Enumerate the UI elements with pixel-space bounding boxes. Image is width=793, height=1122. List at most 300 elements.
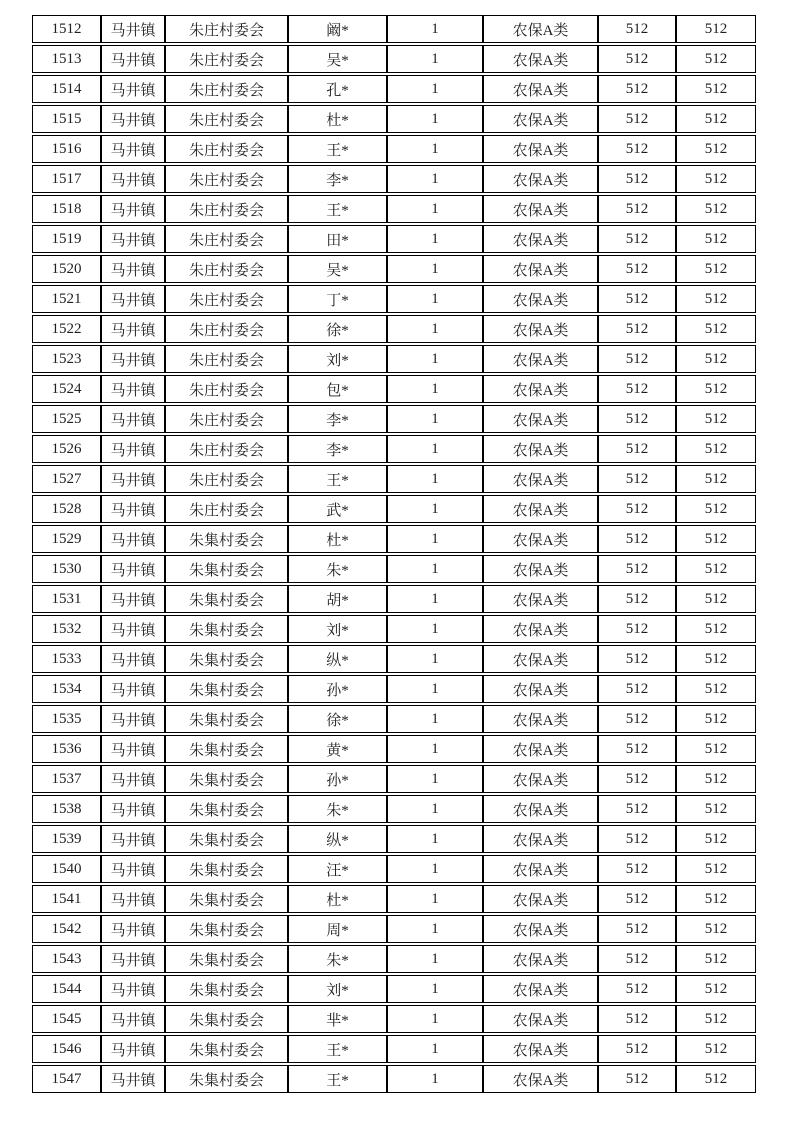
cell-serial-number: 1525 bbox=[32, 405, 101, 433]
cell-person-name: 王* bbox=[288, 1035, 387, 1063]
cell-insurance-category: 农保A类 bbox=[483, 405, 598, 433]
cell-serial-number: 1516 bbox=[32, 135, 101, 163]
cell-person-count: 1 bbox=[387, 645, 483, 673]
cell-village-committee: 朱集村委会 bbox=[165, 735, 288, 763]
cell-amount-2: 512 bbox=[676, 405, 756, 433]
cell-person-name: 丁* bbox=[288, 285, 387, 313]
cell-serial-number: 1529 bbox=[32, 525, 101, 553]
cell-amount-2: 512 bbox=[676, 285, 756, 313]
cell-serial-number: 1522 bbox=[32, 315, 101, 343]
table-row bbox=[32, 1035, 756, 1063]
cell-town: 马井镇 bbox=[101, 375, 165, 403]
cell-amount-1: 512 bbox=[598, 195, 676, 223]
cell-amount-1: 512 bbox=[598, 555, 676, 583]
cell-insurance-category: 农保A类 bbox=[483, 45, 598, 73]
cell-town: 马井镇 bbox=[101, 585, 165, 613]
table-row bbox=[32, 525, 756, 553]
cell-serial-number: 1512 bbox=[32, 15, 101, 43]
cell-person-name: 王* bbox=[288, 465, 387, 493]
cell-person-count: 1 bbox=[387, 615, 483, 643]
cell-town: 马井镇 bbox=[101, 165, 165, 193]
cell-person-name: 李* bbox=[288, 435, 387, 463]
cell-village-committee: 朱庄村委会 bbox=[165, 285, 288, 313]
cell-serial-number: 1547 bbox=[32, 1065, 101, 1093]
cell-amount-1: 512 bbox=[598, 735, 676, 763]
cell-serial-number: 1540 bbox=[32, 855, 101, 883]
cell-amount-1: 512 bbox=[598, 465, 676, 493]
cell-insurance-category: 农保A类 bbox=[483, 345, 598, 373]
cell-town: 马井镇 bbox=[101, 45, 165, 73]
cell-village-committee: 朱集村委会 bbox=[165, 795, 288, 823]
cell-person-count: 1 bbox=[387, 915, 483, 943]
cell-serial-number: 1526 bbox=[32, 435, 101, 463]
cell-town: 马井镇 bbox=[101, 15, 165, 43]
cell-amount-1: 512 bbox=[598, 885, 676, 913]
cell-amount-2: 512 bbox=[676, 975, 756, 1003]
cell-amount-1: 512 bbox=[598, 1065, 676, 1093]
cell-village-committee: 朱庄村委会 bbox=[165, 495, 288, 523]
cell-insurance-category: 农保A类 bbox=[483, 375, 598, 403]
cell-town: 马井镇 bbox=[101, 195, 165, 223]
cell-village-committee: 朱庄村委会 bbox=[165, 405, 288, 433]
cell-village-committee: 朱庄村委会 bbox=[165, 435, 288, 463]
cell-village-committee: 朱集村委会 bbox=[165, 765, 288, 793]
cell-person-count: 1 bbox=[387, 345, 483, 373]
cell-serial-number: 1534 bbox=[32, 675, 101, 703]
cell-person-name: 刘* bbox=[288, 345, 387, 373]
cell-person-name: 徐* bbox=[288, 315, 387, 343]
cell-insurance-category: 农保A类 bbox=[483, 555, 598, 583]
cell-serial-number: 1533 bbox=[32, 645, 101, 673]
cell-serial-number: 1530 bbox=[32, 555, 101, 583]
cell-town: 马井镇 bbox=[101, 495, 165, 523]
cell-amount-2: 512 bbox=[676, 15, 756, 43]
cell-town: 马井镇 bbox=[101, 855, 165, 883]
cell-town: 马井镇 bbox=[101, 795, 165, 823]
cell-insurance-category: 农保A类 bbox=[483, 1065, 598, 1093]
cell-village-committee: 朱庄村委会 bbox=[165, 135, 288, 163]
cell-person-name: 朱* bbox=[288, 945, 387, 973]
cell-serial-number: 1527 bbox=[32, 465, 101, 493]
cell-village-committee: 朱集村委会 bbox=[165, 975, 288, 1003]
cell-amount-1: 512 bbox=[598, 675, 676, 703]
cell-person-count: 1 bbox=[387, 495, 483, 523]
cell-town: 马井镇 bbox=[101, 345, 165, 373]
cell-town: 马井镇 bbox=[101, 765, 165, 793]
table-row bbox=[32, 735, 756, 763]
table-row bbox=[32, 195, 756, 223]
table-row bbox=[32, 225, 756, 253]
cell-insurance-category: 农保A类 bbox=[483, 105, 598, 133]
cell-amount-2: 512 bbox=[676, 495, 756, 523]
cell-insurance-category: 农保A类 bbox=[483, 705, 598, 733]
cell-serial-number: 1538 bbox=[32, 795, 101, 823]
cell-person-count: 1 bbox=[387, 555, 483, 583]
cell-town: 马井镇 bbox=[101, 825, 165, 853]
cell-amount-2: 512 bbox=[676, 1065, 756, 1093]
cell-town: 马井镇 bbox=[101, 675, 165, 703]
cell-serial-number: 1537 bbox=[32, 765, 101, 793]
table-row bbox=[32, 315, 756, 343]
cell-village-committee: 朱集村委会 bbox=[165, 915, 288, 943]
cell-insurance-category: 农保A类 bbox=[483, 435, 598, 463]
table-row bbox=[32, 135, 756, 163]
cell-amount-1: 512 bbox=[598, 975, 676, 1003]
cell-village-committee: 朱集村委会 bbox=[165, 825, 288, 853]
cell-amount-1: 512 bbox=[598, 105, 676, 133]
cell-town: 马井镇 bbox=[101, 1005, 165, 1033]
cell-person-count: 1 bbox=[387, 855, 483, 883]
cell-amount-2: 512 bbox=[676, 225, 756, 253]
cell-town: 马井镇 bbox=[101, 315, 165, 343]
cell-person-count: 1 bbox=[387, 945, 483, 973]
table-row bbox=[32, 495, 756, 523]
cell-town: 马井镇 bbox=[101, 555, 165, 583]
cell-town: 马井镇 bbox=[101, 735, 165, 763]
cell-person-count: 1 bbox=[387, 1035, 483, 1063]
cell-insurance-category: 农保A类 bbox=[483, 915, 598, 943]
cell-town: 马井镇 bbox=[101, 945, 165, 973]
cell-amount-1: 512 bbox=[598, 495, 676, 523]
cell-person-count: 1 bbox=[387, 15, 483, 43]
table-row bbox=[32, 585, 756, 613]
cell-amount-1: 512 bbox=[598, 75, 676, 103]
cell-person-name: 徐* bbox=[288, 705, 387, 733]
cell-amount-2: 512 bbox=[676, 945, 756, 973]
cell-person-count: 1 bbox=[387, 255, 483, 283]
cell-insurance-category: 农保A类 bbox=[483, 825, 598, 853]
table-row bbox=[32, 15, 756, 43]
cell-person-count: 1 bbox=[387, 225, 483, 253]
cell-insurance-category: 农保A类 bbox=[483, 585, 598, 613]
cell-person-name: 黄* bbox=[288, 735, 387, 763]
cell-village-committee: 朱集村委会 bbox=[165, 885, 288, 913]
cell-person-name: 杜* bbox=[288, 105, 387, 133]
cell-village-committee: 朱庄村委会 bbox=[165, 105, 288, 133]
table-row bbox=[32, 975, 756, 1003]
cell-village-committee: 朱集村委会 bbox=[165, 645, 288, 673]
cell-amount-2: 512 bbox=[676, 1035, 756, 1063]
cell-town: 马井镇 bbox=[101, 885, 165, 913]
benefit-roster-table bbox=[32, 13, 756, 1095]
cell-amount-2: 512 bbox=[676, 105, 756, 133]
cell-serial-number: 1518 bbox=[32, 195, 101, 223]
cell-village-committee: 朱集村委会 bbox=[165, 525, 288, 553]
cell-amount-1: 512 bbox=[598, 15, 676, 43]
cell-village-committee: 朱集村委会 bbox=[165, 855, 288, 883]
cell-amount-1: 512 bbox=[598, 135, 676, 163]
cell-person-count: 1 bbox=[387, 975, 483, 1003]
table-row bbox=[32, 75, 756, 103]
cell-serial-number: 1519 bbox=[32, 225, 101, 253]
cell-amount-1: 512 bbox=[598, 405, 676, 433]
cell-serial-number: 1536 bbox=[32, 735, 101, 763]
cell-amount-1: 512 bbox=[598, 795, 676, 823]
cell-village-committee: 朱庄村委会 bbox=[165, 345, 288, 373]
cell-insurance-category: 农保A类 bbox=[483, 495, 598, 523]
table-body bbox=[32, 15, 756, 1093]
cell-serial-number: 1546 bbox=[32, 1035, 101, 1063]
cell-amount-2: 512 bbox=[676, 525, 756, 553]
cell-person-count: 1 bbox=[387, 165, 483, 193]
cell-amount-1: 512 bbox=[598, 375, 676, 403]
cell-person-name: 孔* bbox=[288, 75, 387, 103]
cell-amount-2: 512 bbox=[676, 45, 756, 73]
cell-town: 马井镇 bbox=[101, 1035, 165, 1063]
table-row bbox=[32, 285, 756, 313]
cell-amount-1: 512 bbox=[598, 165, 676, 193]
cell-amount-1: 512 bbox=[598, 615, 676, 643]
cell-amount-2: 512 bbox=[676, 345, 756, 373]
cell-village-committee: 朱庄村委会 bbox=[165, 165, 288, 193]
cell-village-committee: 朱集村委会 bbox=[165, 945, 288, 973]
cell-insurance-category: 农保A类 bbox=[483, 1005, 598, 1033]
cell-amount-2: 512 bbox=[676, 195, 756, 223]
cell-village-committee: 朱庄村委会 bbox=[165, 195, 288, 223]
cell-village-committee: 朱庄村委会 bbox=[165, 375, 288, 403]
cell-town: 马井镇 bbox=[101, 975, 165, 1003]
cell-amount-2: 512 bbox=[676, 915, 756, 943]
cell-person-name: 孙* bbox=[288, 675, 387, 703]
cell-amount-1: 512 bbox=[598, 945, 676, 973]
cell-town: 马井镇 bbox=[101, 615, 165, 643]
cell-amount-2: 512 bbox=[676, 675, 756, 703]
table-row bbox=[32, 555, 756, 583]
cell-amount-1: 512 bbox=[598, 915, 676, 943]
table-row bbox=[32, 945, 756, 973]
cell-amount-2: 512 bbox=[676, 765, 756, 793]
cell-amount-1: 512 bbox=[598, 825, 676, 853]
cell-person-name: 王* bbox=[288, 1065, 387, 1093]
cell-village-committee: 朱庄村委会 bbox=[165, 75, 288, 103]
cell-person-count: 1 bbox=[387, 105, 483, 133]
cell-town: 马井镇 bbox=[101, 405, 165, 433]
table-row bbox=[32, 405, 756, 433]
cell-person-name: 武* bbox=[288, 495, 387, 523]
cell-person-count: 1 bbox=[387, 735, 483, 763]
table-row bbox=[32, 825, 756, 853]
cell-insurance-category: 农保A类 bbox=[483, 975, 598, 1003]
cell-serial-number: 1515 bbox=[32, 105, 101, 133]
cell-amount-1: 512 bbox=[598, 1005, 676, 1033]
cell-town: 马井镇 bbox=[101, 915, 165, 943]
cell-amount-2: 512 bbox=[676, 255, 756, 283]
cell-serial-number: 1523 bbox=[32, 345, 101, 373]
cell-village-committee: 朱庄村委会 bbox=[165, 15, 288, 43]
cell-amount-1: 512 bbox=[598, 1035, 676, 1063]
table-row bbox=[32, 675, 756, 703]
cell-village-committee: 朱集村委会 bbox=[165, 1065, 288, 1093]
cell-village-committee: 朱庄村委会 bbox=[165, 315, 288, 343]
cell-village-committee: 朱集村委会 bbox=[165, 555, 288, 583]
cell-town: 马井镇 bbox=[101, 435, 165, 463]
cell-person-name: 汪* bbox=[288, 855, 387, 883]
cell-person-count: 1 bbox=[387, 465, 483, 493]
cell-insurance-category: 农保A类 bbox=[483, 285, 598, 313]
cell-insurance-category: 农保A类 bbox=[483, 195, 598, 223]
table-row bbox=[32, 435, 756, 463]
cell-insurance-category: 农保A类 bbox=[483, 795, 598, 823]
cell-insurance-category: 农保A类 bbox=[483, 735, 598, 763]
table-row bbox=[32, 615, 756, 643]
cell-serial-number: 1544 bbox=[32, 975, 101, 1003]
cell-amount-2: 512 bbox=[676, 165, 756, 193]
table-row bbox=[32, 1005, 756, 1033]
cell-amount-1: 512 bbox=[598, 855, 676, 883]
cell-village-committee: 朱集村委会 bbox=[165, 1005, 288, 1033]
cell-amount-2: 512 bbox=[676, 705, 756, 733]
cell-town: 马井镇 bbox=[101, 525, 165, 553]
cell-amount-2: 512 bbox=[676, 645, 756, 673]
cell-town: 马井镇 bbox=[101, 645, 165, 673]
cell-person-name: 朱* bbox=[288, 555, 387, 583]
cell-serial-number: 1514 bbox=[32, 75, 101, 103]
cell-insurance-category: 农保A类 bbox=[483, 855, 598, 883]
cell-serial-number: 1542 bbox=[32, 915, 101, 943]
table-row bbox=[32, 645, 756, 673]
table-row bbox=[32, 795, 756, 823]
cell-serial-number: 1528 bbox=[32, 495, 101, 523]
cell-person-count: 1 bbox=[387, 285, 483, 313]
cell-village-committee: 朱集村委会 bbox=[165, 705, 288, 733]
cell-insurance-category: 农保A类 bbox=[483, 135, 598, 163]
cell-amount-1: 512 bbox=[598, 585, 676, 613]
cell-person-count: 1 bbox=[387, 885, 483, 913]
cell-person-count: 1 bbox=[387, 765, 483, 793]
cell-person-name: 周* bbox=[288, 915, 387, 943]
table-row bbox=[32, 465, 756, 493]
cell-amount-2: 512 bbox=[676, 465, 756, 493]
cell-amount-2: 512 bbox=[676, 615, 756, 643]
cell-person-count: 1 bbox=[387, 45, 483, 73]
cell-person-count: 1 bbox=[387, 675, 483, 703]
cell-amount-1: 512 bbox=[598, 525, 676, 553]
cell-amount-2: 512 bbox=[676, 585, 756, 613]
cell-village-committee: 朱庄村委会 bbox=[165, 225, 288, 253]
cell-amount-2: 512 bbox=[676, 75, 756, 103]
cell-amount-1: 512 bbox=[598, 765, 676, 793]
cell-person-name: 王* bbox=[288, 195, 387, 223]
table-row bbox=[32, 855, 756, 883]
cell-amount-2: 512 bbox=[676, 855, 756, 883]
cell-person-count: 1 bbox=[387, 75, 483, 103]
cell-serial-number: 1524 bbox=[32, 375, 101, 403]
cell-insurance-category: 农保A类 bbox=[483, 1035, 598, 1063]
cell-person-name: 吴* bbox=[288, 255, 387, 283]
table-row bbox=[32, 705, 756, 733]
cell-person-name: 芈* bbox=[288, 1005, 387, 1033]
cell-insurance-category: 农保A类 bbox=[483, 15, 598, 43]
cell-person-name: 田* bbox=[288, 225, 387, 253]
cell-amount-2: 512 bbox=[676, 555, 756, 583]
cell-person-count: 1 bbox=[387, 375, 483, 403]
cell-person-name: 纵* bbox=[288, 825, 387, 853]
cell-amount-1: 512 bbox=[598, 345, 676, 373]
cell-amount-1: 512 bbox=[598, 45, 676, 73]
cell-person-name: 杜* bbox=[288, 885, 387, 913]
table-row bbox=[32, 45, 756, 73]
cell-amount-2: 512 bbox=[676, 825, 756, 853]
cell-village-committee: 朱庄村委会 bbox=[165, 465, 288, 493]
cell-insurance-category: 农保A类 bbox=[483, 225, 598, 253]
cell-village-committee: 朱集村委会 bbox=[165, 1035, 288, 1063]
cell-village-committee: 朱庄村委会 bbox=[165, 45, 288, 73]
cell-serial-number: 1545 bbox=[32, 1005, 101, 1033]
cell-person-name: 王* bbox=[288, 135, 387, 163]
cell-person-count: 1 bbox=[387, 825, 483, 853]
cell-person-count: 1 bbox=[387, 1065, 483, 1093]
cell-amount-1: 512 bbox=[598, 435, 676, 463]
cell-person-count: 1 bbox=[387, 405, 483, 433]
cell-insurance-category: 农保A类 bbox=[483, 255, 598, 283]
cell-person-count: 1 bbox=[387, 135, 483, 163]
cell-person-name: 杜* bbox=[288, 525, 387, 553]
cell-amount-2: 512 bbox=[676, 795, 756, 823]
cell-insurance-category: 农保A类 bbox=[483, 765, 598, 793]
cell-person-count: 1 bbox=[387, 525, 483, 553]
cell-person-name: 刘* bbox=[288, 975, 387, 1003]
table-row bbox=[32, 255, 756, 283]
cell-serial-number: 1541 bbox=[32, 885, 101, 913]
cell-insurance-category: 农保A类 bbox=[483, 165, 598, 193]
cell-serial-number: 1513 bbox=[32, 45, 101, 73]
cell-insurance-category: 农保A类 bbox=[483, 885, 598, 913]
cell-amount-1: 512 bbox=[598, 645, 676, 673]
cell-person-name: 李* bbox=[288, 165, 387, 193]
cell-serial-number: 1543 bbox=[32, 945, 101, 973]
cell-person-name: 胡* bbox=[288, 585, 387, 613]
cell-serial-number: 1532 bbox=[32, 615, 101, 643]
cell-village-committee: 朱庄村委会 bbox=[165, 255, 288, 283]
cell-insurance-category: 农保A类 bbox=[483, 615, 598, 643]
cell-amount-1: 512 bbox=[598, 285, 676, 313]
cell-amount-1: 512 bbox=[598, 255, 676, 283]
cell-serial-number: 1517 bbox=[32, 165, 101, 193]
cell-amount-2: 512 bbox=[676, 735, 756, 763]
cell-person-count: 1 bbox=[387, 435, 483, 463]
cell-person-name: 包* bbox=[288, 375, 387, 403]
cell-amount-2: 512 bbox=[676, 435, 756, 463]
cell-person-count: 1 bbox=[387, 585, 483, 613]
cell-person-name: 孙* bbox=[288, 765, 387, 793]
cell-serial-number: 1521 bbox=[32, 285, 101, 313]
table-row bbox=[32, 345, 756, 373]
table-row bbox=[32, 375, 756, 403]
cell-town: 马井镇 bbox=[101, 285, 165, 313]
cell-insurance-category: 农保A类 bbox=[483, 465, 598, 493]
cell-insurance-category: 农保A类 bbox=[483, 945, 598, 973]
cell-village-committee: 朱集村委会 bbox=[165, 615, 288, 643]
table-row bbox=[32, 105, 756, 133]
cell-town: 马井镇 bbox=[101, 225, 165, 253]
cell-amount-1: 512 bbox=[598, 225, 676, 253]
cell-town: 马井镇 bbox=[101, 105, 165, 133]
table-row bbox=[32, 165, 756, 193]
cell-insurance-category: 农保A类 bbox=[483, 315, 598, 343]
cell-person-count: 1 bbox=[387, 1005, 483, 1033]
table-row bbox=[32, 1065, 756, 1093]
cell-town: 马井镇 bbox=[101, 135, 165, 163]
cell-amount-2: 512 bbox=[676, 135, 756, 163]
cell-town: 马井镇 bbox=[101, 75, 165, 103]
cell-insurance-category: 农保A类 bbox=[483, 675, 598, 703]
cell-person-name: 吴* bbox=[288, 45, 387, 73]
cell-village-committee: 朱集村委会 bbox=[165, 675, 288, 703]
cell-town: 马井镇 bbox=[101, 255, 165, 283]
cell-person-name: 阚* bbox=[288, 15, 387, 43]
cell-insurance-category: 农保A类 bbox=[483, 525, 598, 553]
table-row bbox=[32, 915, 756, 943]
